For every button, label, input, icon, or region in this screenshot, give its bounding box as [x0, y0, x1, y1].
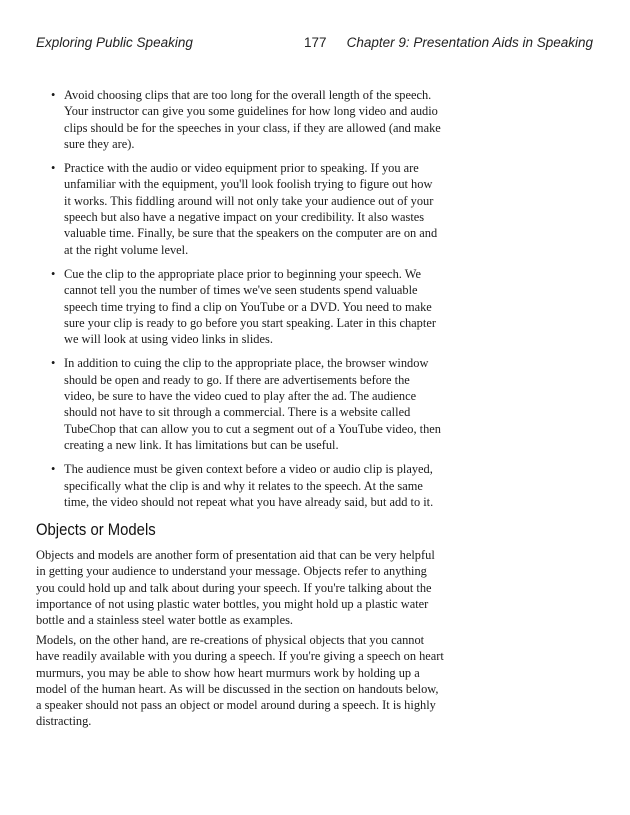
bullet-icon: • — [51, 88, 56, 102]
list-item-text: Avoid choosing clips that are too long for the overall length of the speech. Your instructor can give you some guidelines for how long video and audio clips should be for the speeches in your class, if they are allowed (and make sure they are). — [64, 88, 441, 151]
list-item-text: Practice with the audio or video equipment prior to speaking. If you are unfamiliar with the equipment, you'll look foolish trying to figure out how it works. This fiddling around will not only take your audience out of your speech but also have a negative impact on your credibility. It also wastes valuable time. Finally, be sure that the speakers on the computer are on and at the right volume level. — [64, 161, 438, 257]
bullet-icon: • — [51, 266, 56, 281]
list-item-text: Cue the clip to the appropriate place prior to beginning your speech. We cannot tell you the number of times we've seen students spend valuable speech time trying to find a clip on YouTube or a DVD. You need to make sure your clip is ready to go before you start speaking. Later in this chapter we will look at using video links in slides. — [64, 266, 436, 347]
bullet-icon: • — [51, 356, 56, 371]
list-item-text: The audience must be given context before a video or audio clip is played, specifically what the clip is and why it relates to the speech. At the same time, the video should not repeat what you have already said, but add to it. — [64, 462, 434, 509]
list-item — [50, 87, 442, 152]
bullet-icon: • — [51, 161, 56, 176]
list-item-text: In addition to cuing the clip to the appropriate place, the browser window should be open and ready to go. If there are advertisements before the video, be sure to have the video cued to play after the ad. The audience should not have to sit through a commercial. There is a website called TubeChop that can allow you to cut a segment out of a YouTube video, then creating a new link. It has limitations but can be useful. — [64, 356, 441, 452]
list-item — [50, 461, 442, 510]
page-number: 177 — [304, 35, 327, 50]
list-item — [50, 160, 442, 258]
chapter-title: Chapter 9: Presentation Aids in Speaking — [346, 35, 593, 50]
body-paragraph: Objects and models are another form of presentation aid that can be very helpful in getting your audience to understand your message. Objects refer to anything you could hold up and talk about during your speech. If you're talking about the importance of not using plastic water bottles, you might hold up a plastic water bottle and a stainless steel water bottle as examples. — [36, 548, 435, 628]
bullet-icon: • — [51, 462, 56, 477]
running-header — [36, 35, 593, 55]
tips-bullet-list — [50, 87, 442, 518]
list-item — [50, 355, 442, 453]
list-item — [50, 266, 442, 347]
book-title: Exploring Public Speaking — [36, 35, 193, 50]
body-paragraph: Models, on the other hand, are re-creations of physical objects that you cannot have readily available with you during a speech. If you're giving a speech on heart murmurs, you may be able to show how heart murmurs work by holding up a model of the human heart. As will be discussed in the section on handouts below, a speaker should not pass an object or model around during a speech. It is highly distracting. — [36, 633, 444, 729]
section-heading: Objects or Models — [36, 521, 156, 539]
